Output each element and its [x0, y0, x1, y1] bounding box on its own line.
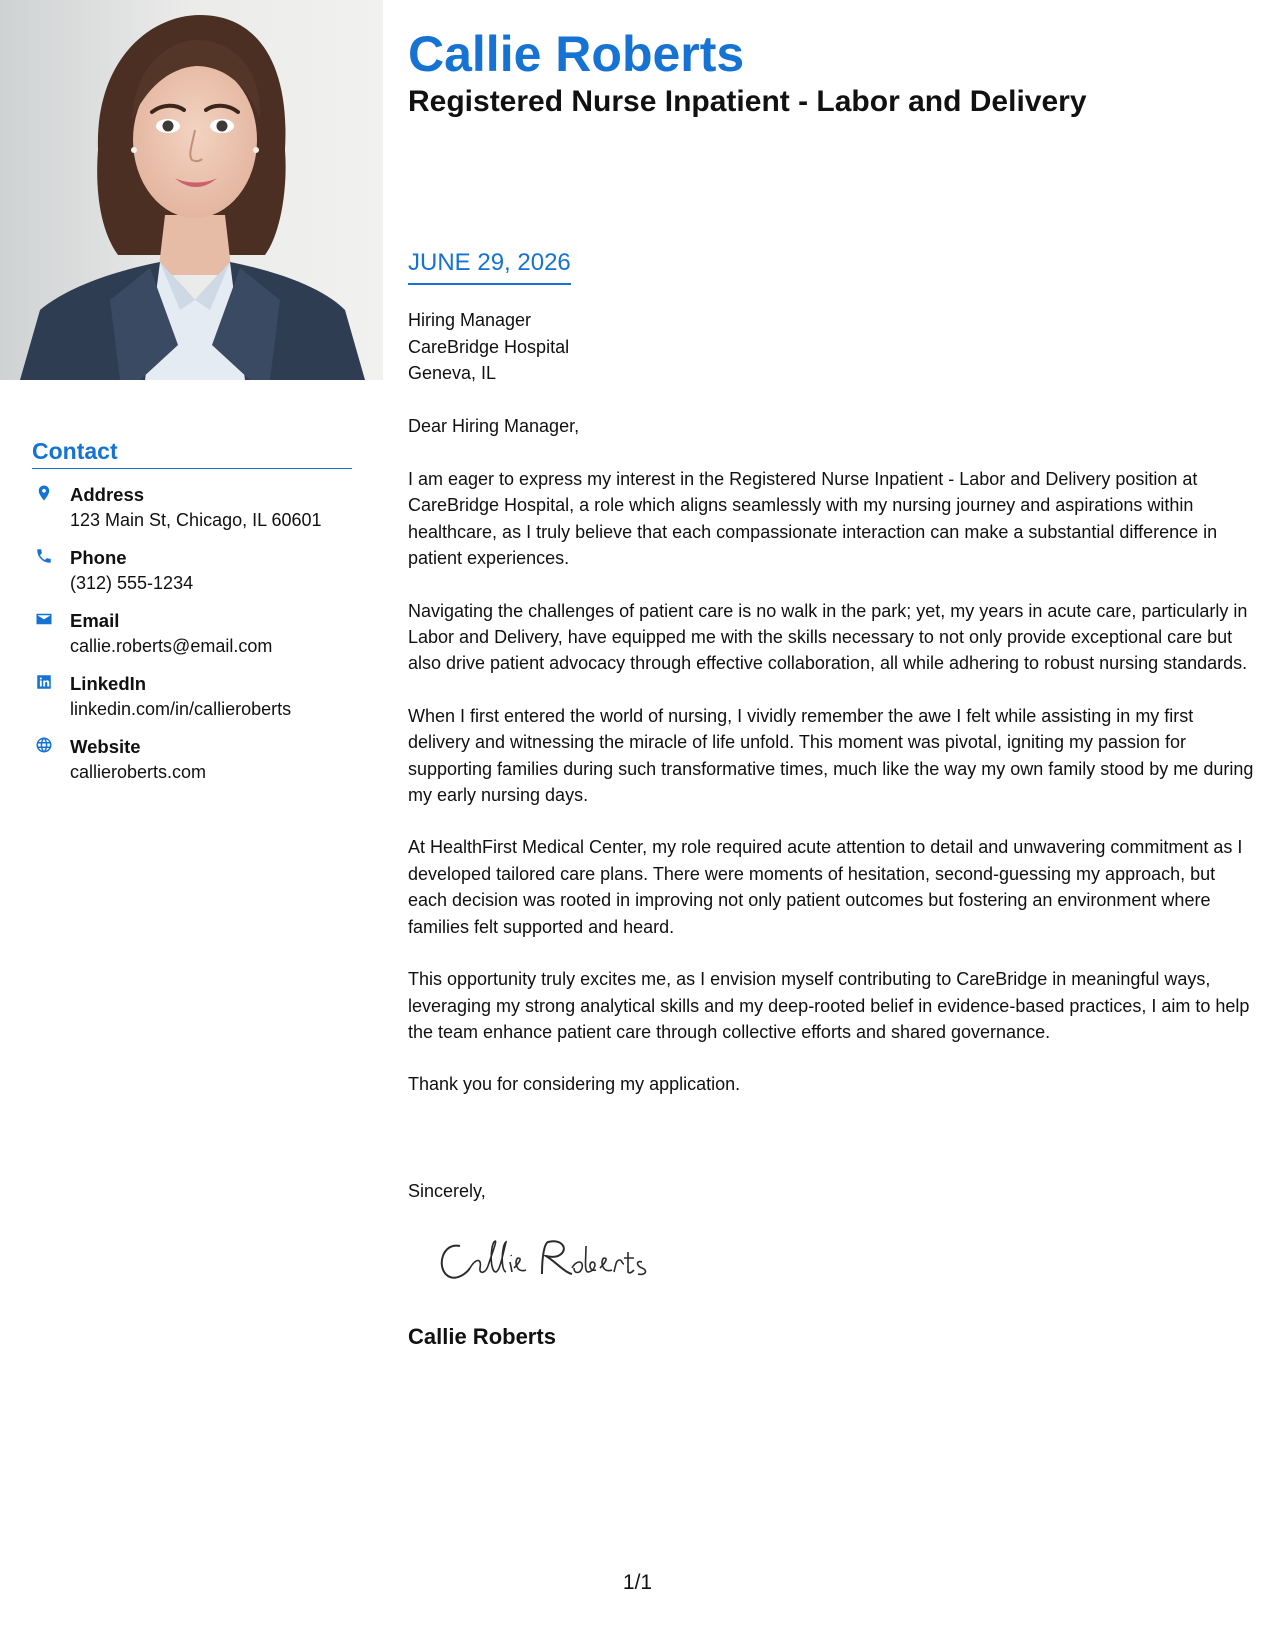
body-paragraph: Thank you for considering my application.	[408, 1074, 741, 1095]
body-paragraph: Navigating the challenges of patient care is no walk in the park; yet, my years in acute care, particularly in Labor and Delivery, have equipped me with the skills necessary to not only provide exceptional care but also drive patient advocacy through effective collaboration, all while adhering to robust nursing standards.	[408, 600, 1248, 674]
recipient-line: CareBridge Hospital	[408, 336, 570, 357]
recipient-line: Hiring Manager	[408, 310, 532, 330]
location-pin-icon	[34, 483, 54, 503]
contact-item-linkedin	[32, 672, 352, 735]
email-value[interactable]: callie.roberts@email.com	[70, 636, 273, 656]
body-paragraph: I am eager to express my interest in the Registered Nurse Inpatient - Labor and Delivery position at CareBridge Hospital, a role which aligns seamlessly with my nursing journey and aspirations within healthcare, as I truly believe that each compassionate interaction can make a substantial difference in patient experiences.	[408, 469, 1218, 569]
linkedin-icon	[34, 672, 54, 692]
letter-date: JUNE 29, 2026	[408, 247, 571, 285]
contact-section	[32, 436, 352, 798]
contact-item-phone	[32, 546, 352, 609]
contact-heading: Contact	[32, 436, 352, 469]
contact-list	[32, 483, 352, 798]
letter-body	[408, 466, 1256, 1124]
contact-label: LinkedIn	[70, 673, 147, 694]
recipient-block	[408, 307, 569, 387]
body-paragraph: When I first entered the world of nursing, I vividly remember the awe I felt while assisting in my first delivery and witnessing the miracle of life unfold. This moment was pivotal, igniting my passion for supporting families during such transformative times, much like the way my own family stood by me during my early nursing days.	[408, 705, 1254, 806]
salutation: Dear Hiring Manager,	[408, 416, 580, 436]
phone-icon	[34, 546, 54, 566]
address-value: 123 Main St, Chicago, IL 60601	[70, 510, 322, 530]
applicant-name: Callie Roberts	[408, 26, 745, 82]
contact-label: Phone	[70, 547, 127, 568]
handwritten-signature	[430, 1228, 670, 1292]
recipient-line: Geneva, IL	[408, 363, 497, 383]
envelope-icon	[34, 609, 54, 629]
portrait-illustration	[0, 0, 383, 380]
body-paragraph: This opportunity truly excites me, as I envision myself contributing to CareBridge in meaningful ways, leveraging my strong analytical skills and my deep-rooted belief in evidence-based practices, I aim to help the team enhance patient care through collective efforts and shared governance.	[408, 969, 1250, 1042]
website-value[interactable]: callieroberts.com	[70, 762, 207, 782]
closing: Sincerely,	[408, 1181, 486, 1201]
contact-label: Email	[70, 610, 120, 631]
contact-label: Address	[70, 484, 145, 505]
job-title: Registered Nurse Inpatient - Labor and Delivery	[408, 85, 1087, 118]
globe-icon	[34, 735, 54, 755]
profile-photo	[0, 0, 383, 380]
contact-item-email	[32, 609, 352, 672]
phone-value: (312) 555-1234	[70, 573, 194, 593]
signer-name: Callie Roberts	[408, 1324, 556, 1349]
body-paragraph: At HealthFirst Medical Center, my role required acute attention to detail and unwavering commitment as I developed tailored care plans. There were moments of hesitation, second-guessing my approach, but each decision was rooted in improving not only patient outcomes but fostering an environment where families felt supported and heard.	[408, 837, 1243, 937]
page-number: 1/1	[622, 1571, 653, 1594]
contact-item-address	[32, 483, 352, 546]
contact-label: Website	[70, 736, 141, 757]
linkedin-value[interactable]: linkedin.com/in/callieroberts	[70, 699, 292, 719]
contact-item-website	[32, 735, 352, 798]
